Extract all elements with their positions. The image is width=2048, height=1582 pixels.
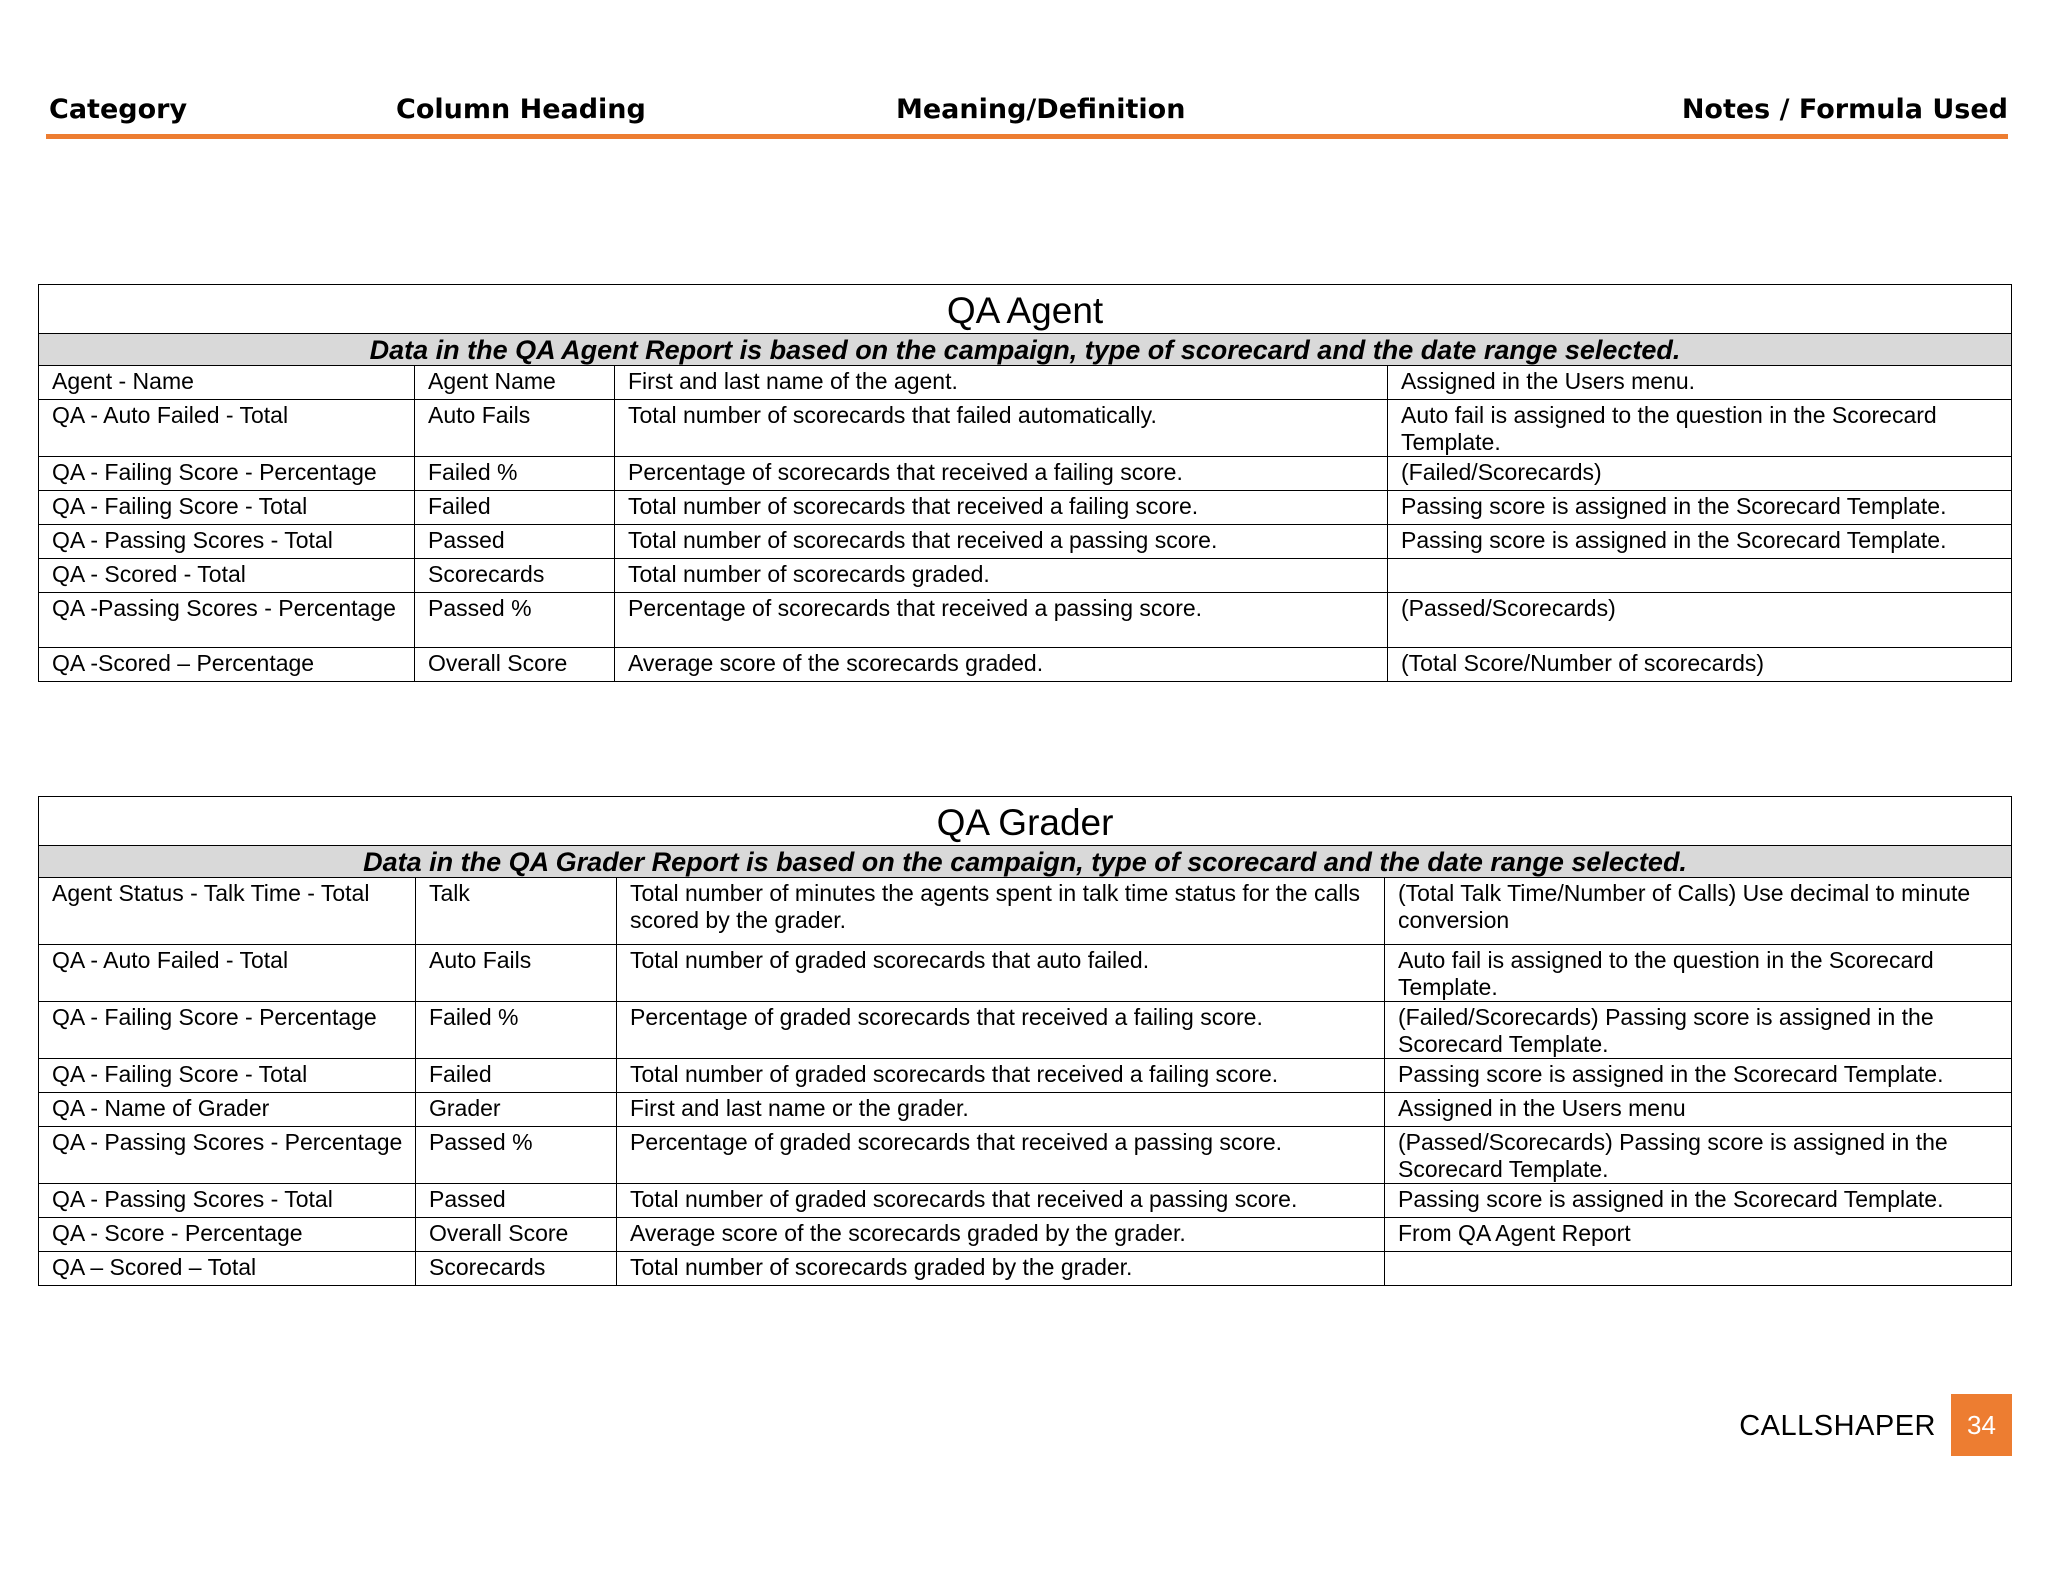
meaning-cell: Total number of scorecards that received a failing score. bbox=[615, 491, 1388, 525]
column-heading-cell: Talk bbox=[416, 878, 617, 945]
meaning-cell: Percentage of graded scorecards that received a failing score. bbox=[617, 1002, 1385, 1059]
page-number: 34 bbox=[1951, 1394, 2012, 1456]
qa-grader-title: QA Grader bbox=[39, 797, 2012, 846]
qa-grader-body bbox=[39, 797, 2012, 1286]
table-row bbox=[39, 1002, 2012, 1059]
column-heading-cell: Passed bbox=[416, 1184, 617, 1218]
notes-cell: (Total Talk Time/Number of Calls) Use decimal to minute conversion bbox=[1385, 878, 2012, 945]
notes-cell: (Failed/Scorecards) bbox=[1388, 457, 2012, 491]
notes-cell: (Passed/Scorecards) bbox=[1388, 593, 2012, 648]
category-cell: QA - Passing Scores - Percentage bbox=[39, 1127, 416, 1184]
table-row bbox=[39, 648, 2012, 682]
meaning-cell: Total number of graded scorecards that received a passing score. bbox=[617, 1184, 1385, 1218]
notes-cell: Auto fail is assigned to the question in the Scorecard Template. bbox=[1388, 400, 2012, 457]
column-heading-cell: Auto Fails bbox=[415, 400, 615, 457]
notes-cell: Passing score is assigned in the Scorecard Template. bbox=[1385, 1059, 2012, 1093]
header-meaning: Meaning/Definition bbox=[896, 94, 1186, 125]
table-row bbox=[39, 366, 2012, 400]
category-cell: QA - Failing Score - Total bbox=[39, 1059, 416, 1093]
meaning-cell: First and last name of the agent. bbox=[615, 366, 1388, 400]
meaning-cell: Percentage of graded scorecards that received a passing score. bbox=[617, 1127, 1385, 1184]
meaning-cell: Average score of the scorecards graded. bbox=[615, 648, 1388, 682]
notes-cell: Assigned in the Users menu bbox=[1385, 1093, 2012, 1127]
table-row bbox=[39, 878, 2012, 945]
category-cell: QA – Scored – Total bbox=[39, 1252, 416, 1286]
meaning-cell: Total number of graded scorecards that received a failing score. bbox=[617, 1059, 1385, 1093]
column-heading-cell: Grader bbox=[416, 1093, 617, 1127]
column-heading-cell: Passed bbox=[415, 525, 615, 559]
table-row bbox=[39, 457, 2012, 491]
notes-cell: Passing score is assigned in the Scorecard Template. bbox=[1388, 491, 2012, 525]
meaning-cell: Total number of graded scorecards that auto failed. bbox=[617, 945, 1385, 1002]
notes-cell: (Failed/Scorecards) Passing score is assigned in the Scorecard Template. bbox=[1385, 1002, 2012, 1059]
qa-agent-subtitle: Data in the QA Agent Report is based on the campaign, type of scorecard and the date range selected. bbox=[39, 334, 2012, 366]
table-row bbox=[39, 400, 2012, 457]
column-heading-cell: Agent Name bbox=[415, 366, 615, 400]
notes-cell: From QA Agent Report bbox=[1385, 1218, 2012, 1252]
column-heading-cell: Scorecards bbox=[415, 559, 615, 593]
table-title-row bbox=[39, 797, 2012, 846]
notes-cell: Passing score is assigned in the Scorecard Template. bbox=[1385, 1184, 2012, 1218]
table-row bbox=[39, 945, 2012, 1002]
table-row bbox=[39, 1059, 2012, 1093]
column-heading-cell: Failed bbox=[415, 491, 615, 525]
table-row bbox=[39, 1218, 2012, 1252]
category-cell: QA - Failing Score - Percentage bbox=[39, 457, 415, 491]
category-cell: QA - Auto Failed - Total bbox=[39, 400, 415, 457]
column-heading-cell: Overall Score bbox=[416, 1218, 617, 1252]
table-subtitle-row bbox=[39, 334, 2012, 366]
footer-brand: CALLSHAPER bbox=[1739, 1410, 1936, 1442]
column-heading-cell: Scorecards bbox=[416, 1252, 617, 1286]
meaning-cell: Total number of scorecards that received a passing score. bbox=[615, 525, 1388, 559]
notes-cell: (Total Score/Number of scorecards) bbox=[1388, 648, 2012, 682]
column-heading-cell: Failed % bbox=[416, 1002, 617, 1059]
header-notes: Notes / Formula Used bbox=[1681, 94, 2008, 125]
qa-agent-body bbox=[39, 285, 2012, 682]
meaning-cell: Total number of scorecards graded by the grader. bbox=[617, 1252, 1385, 1286]
table-row bbox=[39, 559, 2012, 593]
table-subtitle-row bbox=[39, 846, 2012, 878]
header-column-heading: Column Heading bbox=[396, 94, 646, 125]
column-header-bar bbox=[46, 94, 2008, 139]
qa-grader-table bbox=[38, 796, 2012, 1286]
column-heading-cell: Failed % bbox=[415, 457, 615, 491]
category-cell: QA - Passing Scores - Total bbox=[39, 525, 415, 559]
meaning-cell: Average score of the scorecards graded by the grader. bbox=[617, 1218, 1385, 1252]
notes-cell: Passing score is assigned in the Scorecard Template. bbox=[1388, 525, 2012, 559]
meaning-cell: Total number of scorecards graded. bbox=[615, 559, 1388, 593]
meaning-cell: Total number of minutes the agents spent in talk time status for the calls scored by the grader. bbox=[617, 878, 1385, 945]
table-row bbox=[39, 593, 2012, 648]
table-title-row bbox=[39, 285, 2012, 334]
meaning-cell: Percentage of scorecards that received a passing score. bbox=[615, 593, 1388, 648]
table-row bbox=[39, 1127, 2012, 1184]
column-heading-cell: Passed % bbox=[416, 1127, 617, 1184]
category-cell: QA -Passing Scores - Percentage bbox=[39, 593, 415, 648]
table-row bbox=[39, 1252, 2012, 1286]
notes-cell bbox=[1388, 559, 2012, 593]
column-heading-cell: Overall Score bbox=[415, 648, 615, 682]
header-category: Category bbox=[49, 94, 188, 125]
meaning-cell: Percentage of scorecards that received a failing score. bbox=[615, 457, 1388, 491]
table-row bbox=[39, 1093, 2012, 1127]
category-cell: QA - Score - Percentage bbox=[39, 1218, 416, 1252]
column-heading-cell: Auto Fails bbox=[416, 945, 617, 1002]
category-cell: QA - Auto Failed - Total bbox=[39, 945, 416, 1002]
category-cell: Agent - Name bbox=[39, 366, 415, 400]
category-cell: QA - Passing Scores - Total bbox=[39, 1184, 416, 1218]
category-cell: QA - Failing Score - Percentage bbox=[39, 1002, 416, 1059]
table-row bbox=[39, 525, 2012, 559]
notes-cell: Auto fail is assigned to the question in the Scorecard Template. bbox=[1385, 945, 2012, 1002]
table-row bbox=[39, 1184, 2012, 1218]
column-heading-cell: Failed bbox=[416, 1059, 617, 1093]
category-cell: QA - Name of Grader bbox=[39, 1093, 416, 1127]
category-cell: QA - Scored - Total bbox=[39, 559, 415, 593]
notes-cell: (Passed/Scorecards) Passing score is assigned in the Scorecard Template. bbox=[1385, 1127, 2012, 1184]
category-cell: Agent Status - Talk Time - Total bbox=[39, 878, 416, 945]
column-heading-cell: Passed % bbox=[415, 593, 615, 648]
table-row bbox=[39, 491, 2012, 525]
category-cell: QA -Scored – Percentage bbox=[39, 648, 415, 682]
qa-agent-table bbox=[38, 284, 2012, 682]
notes-cell: Assigned in the Users menu. bbox=[1388, 366, 2012, 400]
qa-grader-subtitle: Data in the QA Grader Report is based on the campaign, type of scorecard and the date range selected. bbox=[39, 846, 2012, 878]
meaning-cell: Total number of scorecards that failed automatically. bbox=[615, 400, 1388, 457]
meaning-cell: First and last name or the grader. bbox=[617, 1093, 1385, 1127]
category-cell: QA - Failing Score - Total bbox=[39, 491, 415, 525]
qa-agent-title: QA Agent bbox=[39, 285, 2012, 334]
notes-cell bbox=[1385, 1252, 2012, 1286]
